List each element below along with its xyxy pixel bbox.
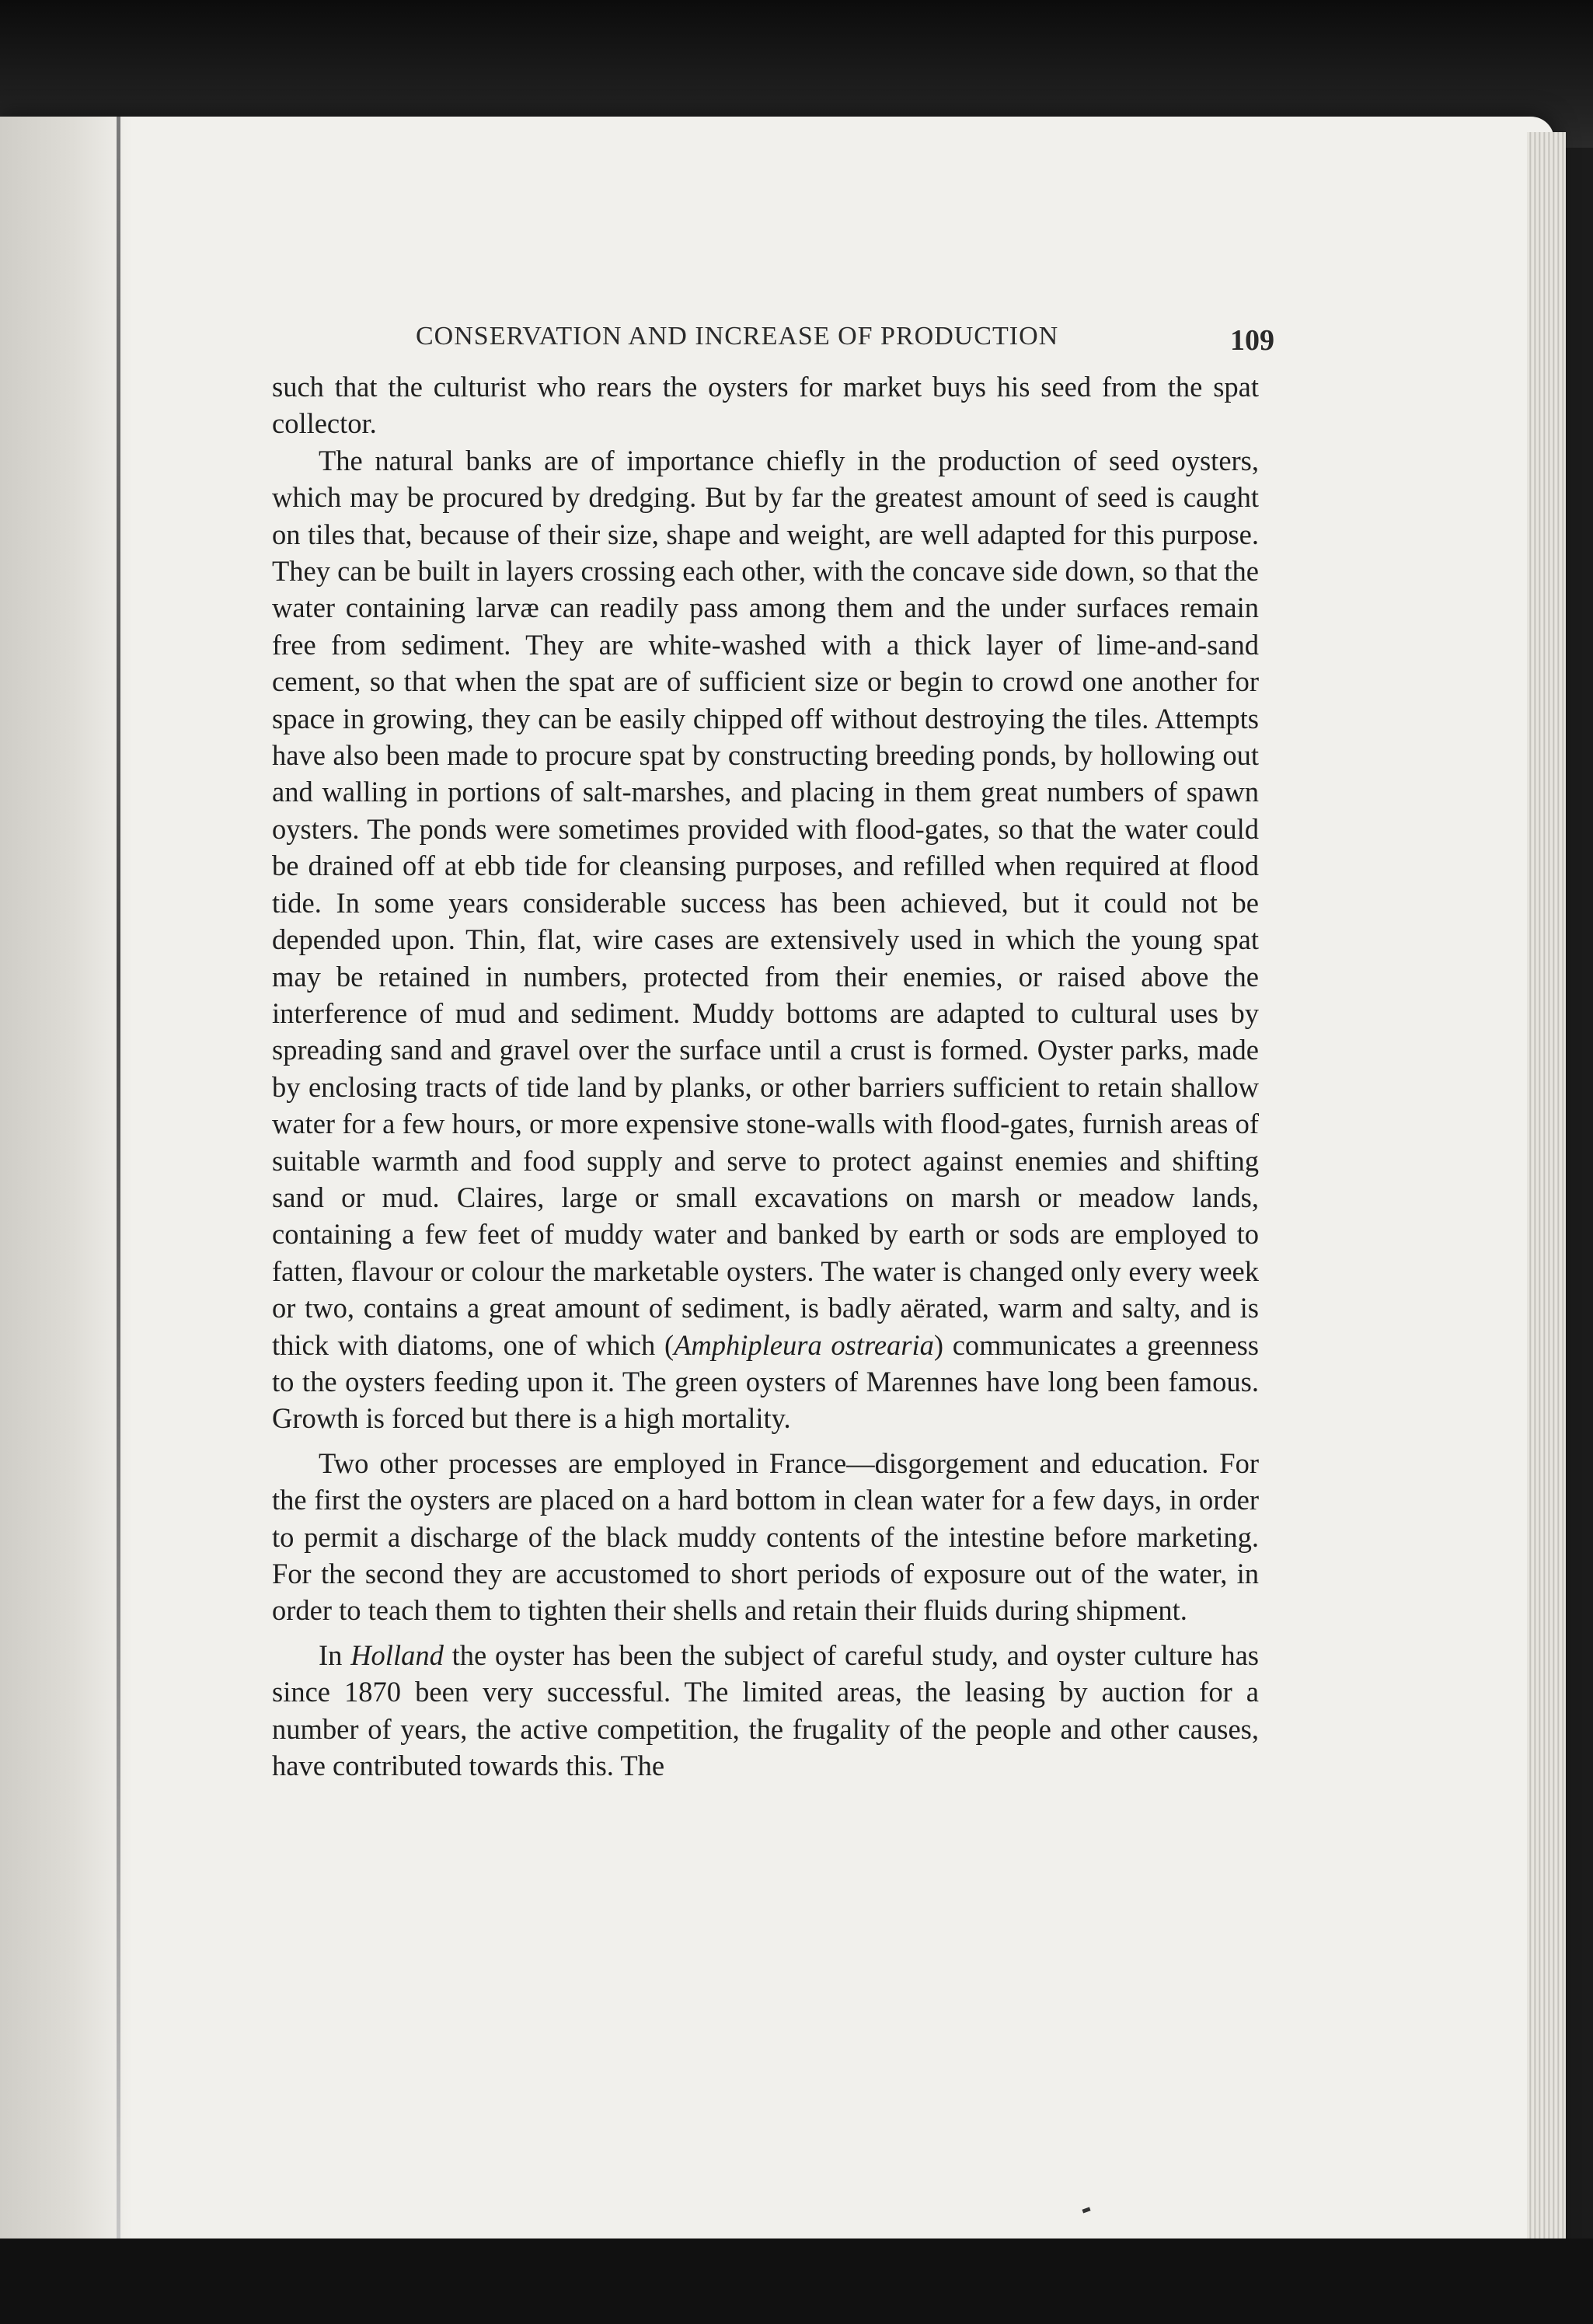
page-gutter: [0, 117, 132, 2277]
paragraph: [272, 368, 1259, 442]
scan-background-bottom: [0, 2239, 1593, 2324]
body-text: [272, 368, 1259, 1784]
text-run: In: [319, 1638, 351, 1671]
text-run: Two other processes are employed in France—disgorgement and education. For the first the oysters are placed on a hard bottom in clean water for a few days, in order to permit a discharge of the black muddy contents of the intestine before marketing. For the second they are accustomed to short periods of exposure out of the water, in order to teach them to tighten their shells and retain their fluids during shipment.: [272, 1446, 1259, 1627]
italic-text-run: Holland: [350, 1638, 444, 1671]
page-header: [272, 322, 1274, 368]
running-head: CONSERVATION AND INCREASE OF PRODUCTION: [416, 322, 1059, 351]
binding-edge: [117, 117, 120, 2262]
paragraph: [272, 1445, 1259, 1629]
page-stack-edge: [1527, 132, 1566, 2262]
paragraph: [272, 442, 1259, 1437]
text-run: ) communicates a greenness to the oysters feeding upon it. The green oysters of Marennes have long been famous. Growth is forced but there is a high mortality.: [272, 1328, 1259, 1435]
text-run: The natural banks are of importance chiefly in the production of seed oysters, which may be procured by dredging. But by far the greatest amount of seed is caught on tiles that, because of their size, shape and weight, are well adapted for this purpose. They can be built in layers crossing each other, with the concave side down, so that the water containing larvæ can readily pass among them and the under surfaces remain free from sediment. They are white-washed with a thick layer of lime-and-sand cement, so that when the spat are of sufficient size or begin to crowd one another for space in growing, they can be easily chipped off without destroying the tiles. Attempts have also been made to procure spat by constructing breeding ponds, by hollowing out and walling in portions of salt-marshes, and placing in them great numbers of spawn oysters. The ponds were sometimes provided with flood-gates, so that the water could be drained off at ebb tide for cleansing purposes, and refilled when required at flood tide. In some years considerable success has been achieved, but it could not be depended upon. Thin, flat, wire cases are extensively used in which the young spat may be retained in numbers, protected from their enemies, or raised above the interference of mud and sediment. Muddy bottoms are adapted to cultural uses by spreading sand and gravel over the surface until a crust is formed. Oyster parks, made by enclosing tracts of tide land by planks, or other barriers sufficient to retain shallow water for a few hours, or more expensive stone-walls with flood-gates, furnish areas of suitable warmth and food supply and serve to protect against enemies and shifting sand or mud. Claires, large or small excavations on marsh or meadow lands, containing a few feet of muddy water and banked by earth or sods are employed to fatten, flavour or colour the marketable oysters. The water is changed only every week or two, contains a great amount of sediment, is badly aërated, warm and salty, and is thick with diatoms, one of which (: [272, 444, 1259, 1361]
text-run: the oyster has been the subject of careful study, and oyster culture has since 1870 been very successful. The limited areas, the leasing by auction for a number of years, the active competition, the frugality of the people and other causes, have contributed towards this. The: [272, 1638, 1259, 1782]
italic-text-run: Amphipleura ostrearia: [674, 1328, 934, 1361]
text-run: such that the culturist who rears the oysters for market buys his seed from the spat collector.: [272, 371, 1259, 440]
page-number: 109: [1230, 324, 1274, 357]
paragraph: [272, 1637, 1259, 1785]
